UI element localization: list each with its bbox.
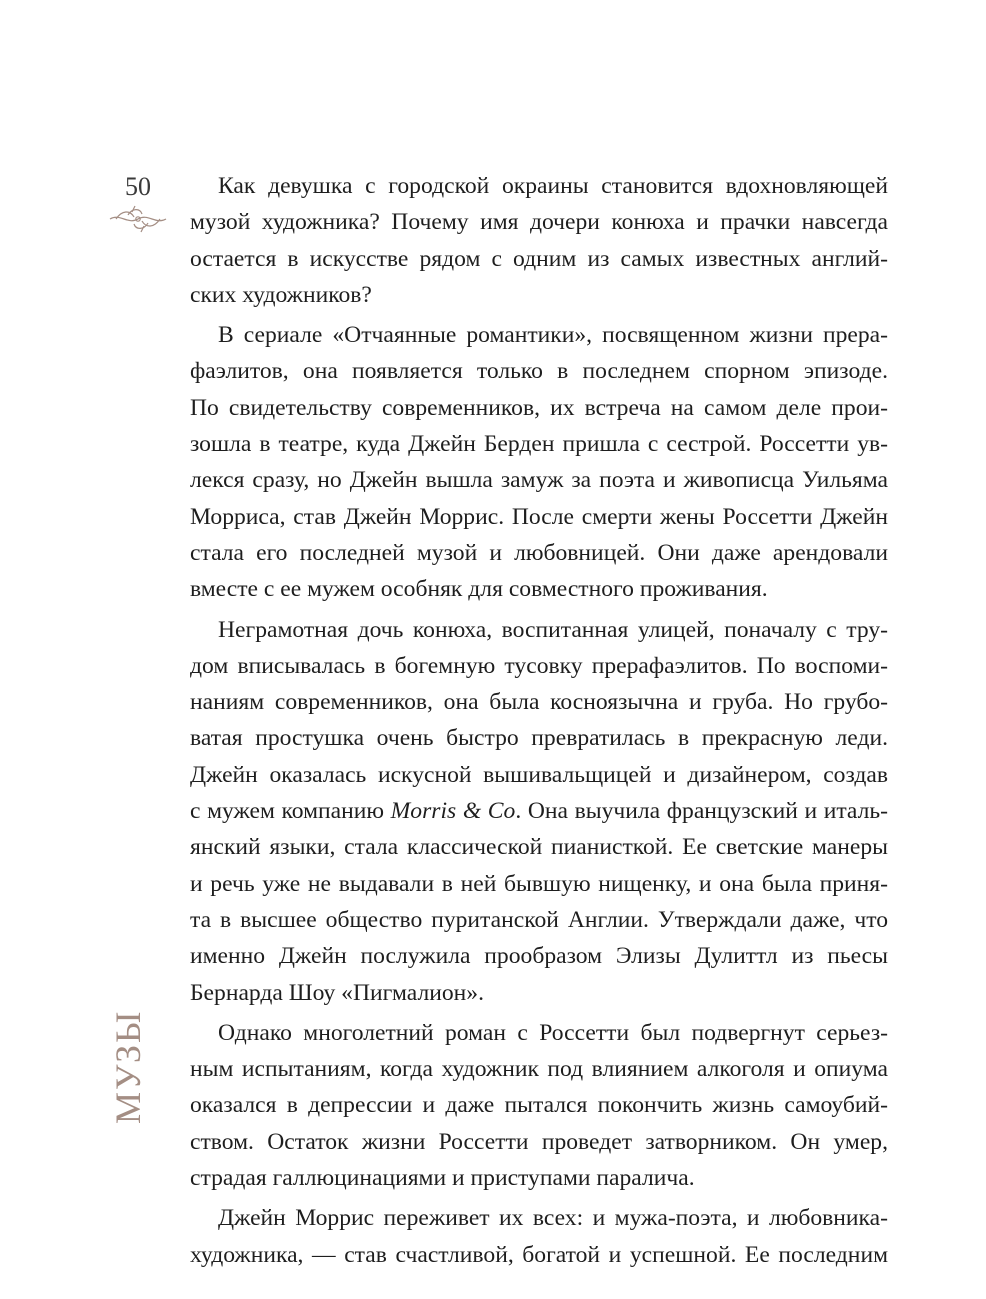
body-text [190,168,888,1273]
text-fragment: с мужем компанию [190,798,391,825]
text-line: В сериале «Отчаянные романтики», посвященном жизни прера- [218,322,888,349]
text-line: фаэлитов, она появляется только в последнем спорном эпизоде. [190,358,888,385]
text-line: ских художников? [190,281,372,308]
text-line: и речь уже не выдавали в ней бывшую нищенку, и она была приня- [190,870,888,897]
text-line: Джейн оказалась искусной вышивальщицей и дизайнером, создав [190,761,888,788]
text-line: Однако многолетний роман с Россетти был подвергнут серьез- [218,1019,888,1046]
text-line: зошла в театре, куда Джейн Берден пришла с сестрой. Россетти ув- [190,431,888,458]
page-number: 50 [125,172,151,201]
text-line: янский языки, стала классической пианисткой. Ее светские манеры [190,834,888,861]
text-line: лекся сразу, но Джейн вышла замуж за поэта и живописца Уильяма [190,467,888,494]
text-line: ватая простушка очень быстро превратилась в прекрасную леди. [190,725,888,752]
text-line: ством. Остаток жизни Россетти проведет затворником. Он умер, [190,1128,888,1155]
text-line: дом вписывалась в богемную тусовку прерафаэлитов. По воспоми- [190,652,888,679]
text-line: Неграмотная дочь конюха, воспитанная улицей, поначалу с тру- [218,616,888,643]
running-head: МУЗЫ [108,1009,148,1124]
text-line: художника, — став счастливой, богатой и успешной. Ее последним [190,1241,888,1268]
floral-ornament-icon [106,204,170,234]
text-line: стала его последней музой и любовницей. Они даже арендовали [190,539,888,566]
text-line: именно Джейн послужила прообразом Элизы Дулиттл из пьесы [190,943,888,970]
text-line: ным испытаниям, когда художник под влиянием алкоголя и опиума [190,1056,888,1083]
text-line: музой художника? Почему имя дочери конюха и прачки навсегда [190,209,888,236]
paragraph [190,612,888,1011]
text-line: Морриса, став Джейн Моррис. После смерти жены Россетти Джейн [190,503,888,530]
text-line: Бернарда Шоу «Пигмалион». [190,979,484,1006]
company-name: Morris & Co [390,798,516,825]
text-line: По свидетельству современников, их встреча на самом деле прои- [190,394,888,421]
text-fragment: . Она выучила французский и италь- [515,798,889,825]
paragraph [190,168,888,313]
text-line: вместе с ее мужем особняк для совместного проживания. [190,576,768,603]
text-line-with-company [190,793,888,829]
paragraph [190,317,888,607]
text-line: Как девушка с городской окраины становится вдохновляющей [218,173,888,199]
text-line: та в высшее общество пуританской Англии. Утверждали даже, что [190,906,888,933]
paragraph [190,1015,888,1196]
paragraph [190,1200,888,1273]
text-line: остается в искусстве рядом с одним из самых известных англий- [190,245,888,272]
text-line: оказался в депрессии и даже пытался покончить жизнь самоубий- [190,1092,888,1119]
text-line: страдая галлюцинациями и приступами паралича. [190,1165,695,1192]
text-line: Джейн Моррис переживет их всех: и мужа-поэта, и любовника- [218,1205,888,1232]
text-line: наниям современников, она была косноязычна и груба. Но грубо- [190,689,888,716]
